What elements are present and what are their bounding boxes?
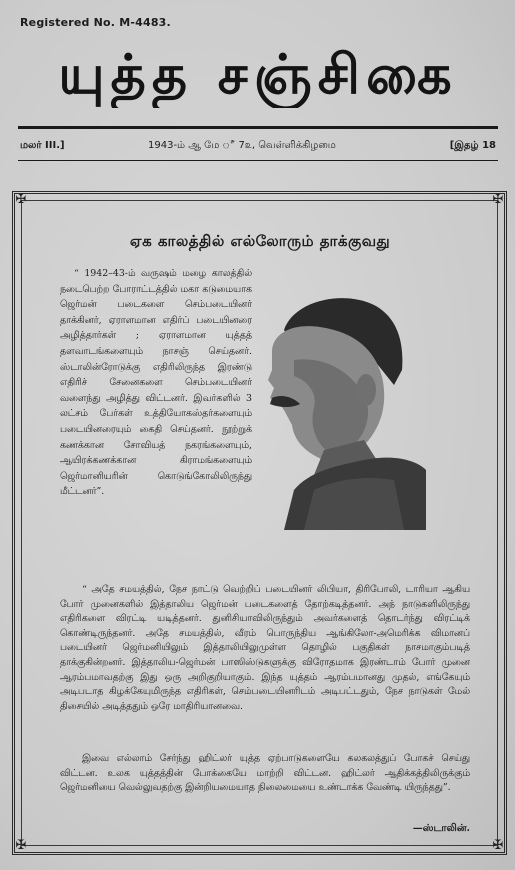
- article-column-text: [60, 266, 252, 500]
- article-headline: ஏக காலத்தில் எல்லோரும் தாக்குவது: [129, 232, 391, 250]
- ornamental-corner-icon: ✠: [492, 192, 504, 207]
- paragraph-text: “ அதே சமயத்தில், நேச நாட்டு வெற்றிப் படையினர் லிபியா, திரிபோலி, டாரியா ஆகிய போர் முனைகளில் இத்தாலிய ஜெர்மன் படைகளைத் தோற்கடித்தனர். அந் நாடுகளிலிருந்து எதிரிகளை விரட்டி யடித்தனர். துனிசியாவிலிருந்தும் அவர்களைத் தொடர்ந்து விரட்டிக் கொண்டிருந்தனர். அதே சமயத்தில், வீரம் பொருந்திய ஆங்கிலோ-அமெரிக்க விமானப் படையினர் ஜெர்மனியிலும் இத்தாலியிலுமுள்ள தொழில் பகுதிகள் நாசமாகும்படித் தாக்குகின்றனர். இத்தாலிய-ஜெர்மன் பாஸிஸ்டுகளுக்கு விரோதமாக இரண்டாம் போர் முனை ஆரம்பமாவதற்கு இது ஒரு அறிகுறியாகும். இந்த யுத்தம் ஆரம்பமானது முதல், எங்கேயும் அடிபடாத கிழக்கேயுமிருந்த எதிரிகள், செம்படையினரிடம் அடிபட்டதும், நேச நாடுகள் மேல் திசையில் அடித்ததும் ஒரே மாதிரியானவை.: [60, 584, 470, 712]
- article-paragraph-2: [60, 583, 470, 714]
- ornamental-corner-icon: ✠: [492, 838, 504, 853]
- dateline: [18, 138, 498, 154]
- column-paragraph: “ 1942–43-ம் வருஷம் மழை காலத்தில் நடைபெற்ற போராட்டத்தில் மகா கடுமையாக ஜெர்மன் படைகளை செம்படையினர் தாக்கினர், ஏராளமான எதிர்ப் படையினரை அழித்தார்கள் ; ஏராளமான யுத்தத் தளவாடங்களையும் நாசஞ் செய்தனர். ஸ்டாலின்ரோடுக்கு எதிரிலிருந்த இரண்டு எதிரிச் சேனைகளை செம்படையினர் வளைந்து அழித்து விட்டனர். இவர்களில் 3 லட்சம் பேர்கள் உத்தியோகஸ்தர்களையும் படையினரையும் கைதி செய்தனர். நூற்றுக் கணக்கான சோவியத் நகரங்களையும், ஆயிரக்கணக்கான கிராமங்களையும் ஜெர்மானியரின் கொடுங்கோலிலிருந்து மீட்டனர்”.: [60, 268, 252, 498]
- article-paragraph-3: [60, 752, 470, 796]
- volume-label: மலர் III.]: [20, 140, 65, 151]
- article-signature: —ஸ்டாலின்.: [412, 823, 470, 834]
- paragraph-text: இவை எல்லாம் சேர்ந்து ஹிட்லர் யுத்த ஏற்பாடுகளையே கலகலத்துப் போகச் செய்து விட்டன. உலக யுத்தத்தின் போக்கையே மாற்றி விட்டன. ஹிட்லர் ஆதிக்கத்திலிருக்கும் ஜெர்மனியை வெல்லுவதற்கு இன்றியமையாத நிலைமையை உண்டாக்க வேண்டி யிருந்தது”.: [60, 753, 470, 794]
- masthead-rule-bottom: [18, 160, 498, 161]
- issue-date: 1943-ம் ஆ மே ீ 7௨, வெள்ளிக்கிழமை: [148, 140, 336, 151]
- issue-number: [இதழ் 18: [449, 140, 496, 151]
- masthead-title: யுத்த சஞ்சிகை: [58, 43, 458, 106]
- portrait-photo: [254, 290, 426, 530]
- masthead-rule-top: [18, 126, 498, 129]
- ornamental-corner-icon: ✠: [15, 838, 27, 853]
- registration-number: Registered No. M-4483.: [20, 16, 171, 29]
- ornamental-corner-icon: ✠: [15, 192, 27, 207]
